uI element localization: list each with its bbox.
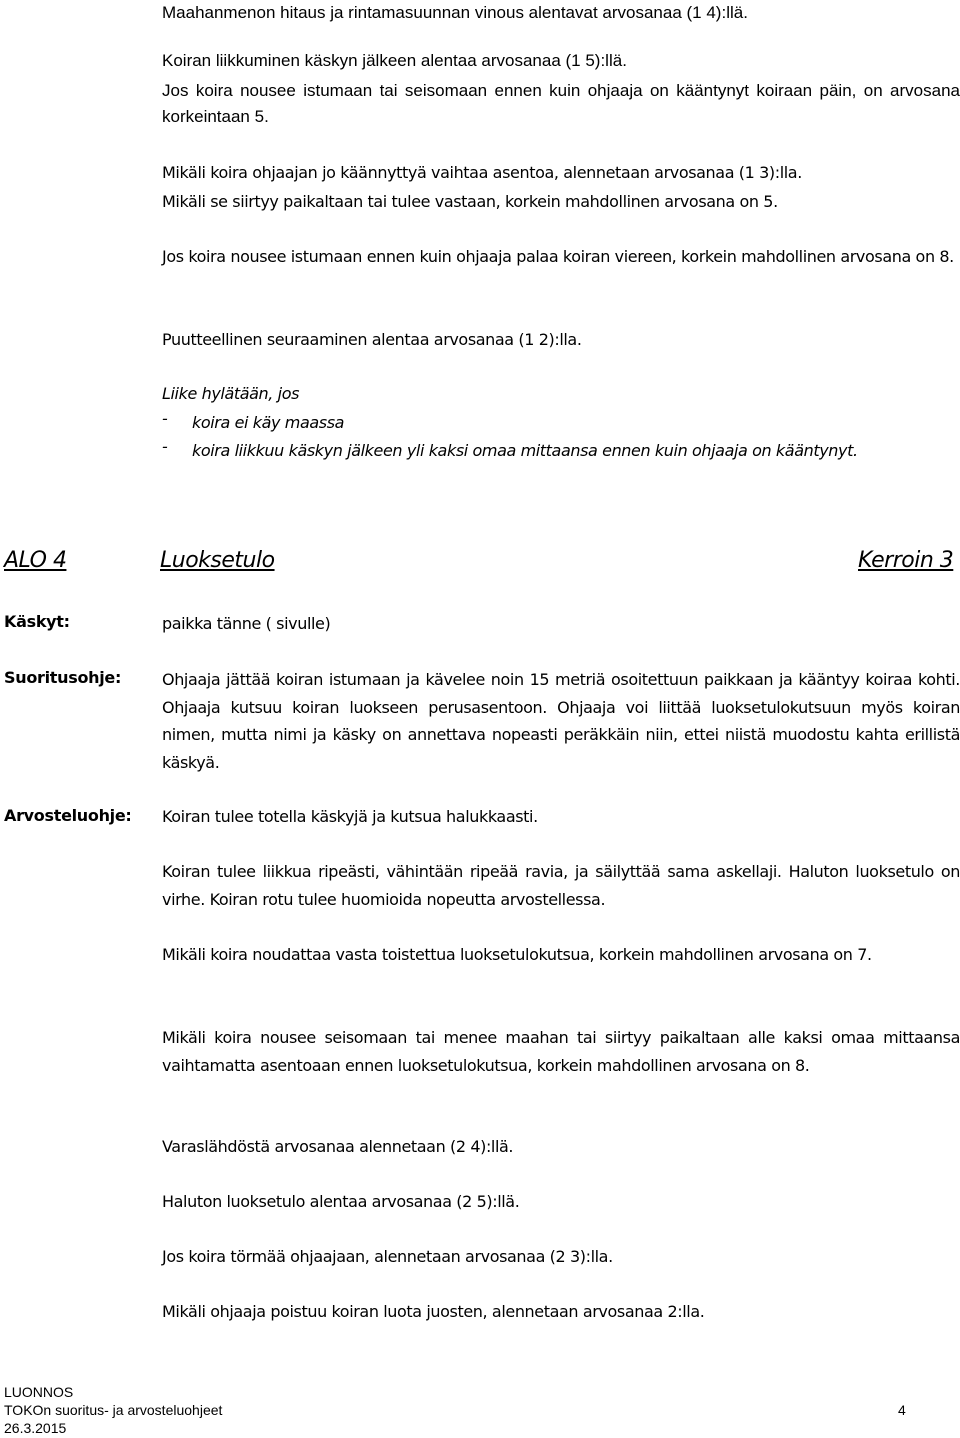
footer-draft: LUONNOS bbox=[4, 1384, 74, 1400]
grading-paragraph: Mikäli koira noudattaa vasta toistettua luoksetulokutsua, korkein mahdollinen arvosana on 7. bbox=[162, 945, 872, 964]
rule-paragraph: Puutteellinen seuraaminen alentaa arvosanaa (1 2):lla. bbox=[162, 330, 582, 349]
instructions-text: Ohjaaja jättää koiran istumaan ja kävelee noin 15 metriä osoitettuun paikkaan ja kääntyy koiraa kohti. Ohjaaja kutsuu koiran luokseen perusasentoon. Ohjaaja voi liittää luoksetulokutsuun myös koiran nimen, mutta nimi ja käsky on annettava nopeasti peräkkäin niin, ettei niistä muodostu kahta erillistä käskyä. bbox=[162, 670, 960, 772]
rule-paragraph: Mikäli se siirtyy paikaltaan tai tulee vastaan, korkein mahdollinen arvosana on 5. bbox=[162, 192, 778, 211]
commands-text: paikka tänne ( sivulle) bbox=[162, 614, 331, 633]
rule-paragraph: Jos koira nousee istumaan ennen kuin ohjaaja palaa koiran viereen, korkein mahdollinen arvosana on 8. bbox=[162, 247, 954, 266]
commands-label: Käskyt: bbox=[4, 612, 70, 631]
rule-paragraph: Maahanmenon hitaus ja rintamasuunnan vinous alentavat arvosanaa (1 4):llä. bbox=[162, 3, 748, 22]
grading-paragraph: Koiran tulee liikkua ripeästi, vähintään ripeää ravia, ja säilyttää sama askellaji. Haluton luoksetulo on virhe. Koiran rotu tulee huomioida nopeutta arvostellessa. bbox=[162, 862, 960, 909]
grading-paragraph: Koiran tulee totella käskyjä ja kutsua halukkaasti. bbox=[162, 807, 538, 826]
instructions-label: Suoritusohje: bbox=[4, 668, 122, 687]
list-bullet: - bbox=[162, 409, 168, 428]
grading-paragraph: Mikäli ohjaaja poistuu koiran luota juosten, alennetaan arvosanaa 2:lla. bbox=[162, 1302, 705, 1321]
footer-doc-title: TOKOn suoritus- ja arvosteluohjeet bbox=[4, 1402, 223, 1418]
section-factor: Kerroin 3 bbox=[858, 548, 954, 573]
reject-item: koira ei käy maassa bbox=[192, 413, 345, 432]
rule-paragraph: Mikäli koira ohjaajan jo käännyttyä vaihtaa asentoa, alennetaan arvosanaa (1 3):lla. bbox=[162, 163, 802, 182]
reject-item: koira liikkuu käskyn jälkeen yli kaksi omaa mittaansa ennen kuin ohjaaja on kääntynyt. bbox=[192, 441, 858, 460]
section-title: Luoksetulo bbox=[160, 548, 275, 573]
list-bullet: - bbox=[162, 437, 168, 456]
grading-label: Arvosteluohje: bbox=[4, 806, 132, 825]
rule-paragraph: Jos koira nousee istumaan tai seisomaan ennen kuin ohjaaja on kääntynyt koiraan päin, on arvosana korkeintaan 5. bbox=[162, 81, 960, 126]
grading-paragraph: Haluton luoksetulo alentaa arvosanaa (2 5):llä. bbox=[162, 1192, 520, 1211]
grading-paragraph: Varaslähdöstä arvosanaa alennetaan (2 4):llä. bbox=[162, 1137, 514, 1156]
footer-date: 26.3.2015 bbox=[4, 1420, 67, 1436]
reject-intro: Liike hylätään, jos bbox=[162, 384, 300, 403]
grading-paragraph: Mikäli koira nousee seisomaan tai menee maahan tai siirtyy paikaltaan alle kaksi omaa mittaansa vaihtamatta asentoaan ennen luoksetulokutsua, korkein mahdollinen arvosana on 8. bbox=[162, 1028, 960, 1075]
section-code: ALO 4 bbox=[4, 548, 67, 573]
footer-page-number: 4 bbox=[898, 1402, 906, 1418]
grading-paragraph: Jos koira törmää ohjaajaan, alennetaan arvosanaa (2 3):lla. bbox=[162, 1247, 613, 1266]
rule-paragraph: Koiran liikkuminen käskyn jälkeen alentaa arvosanaa (1 5):llä. bbox=[162, 51, 627, 70]
